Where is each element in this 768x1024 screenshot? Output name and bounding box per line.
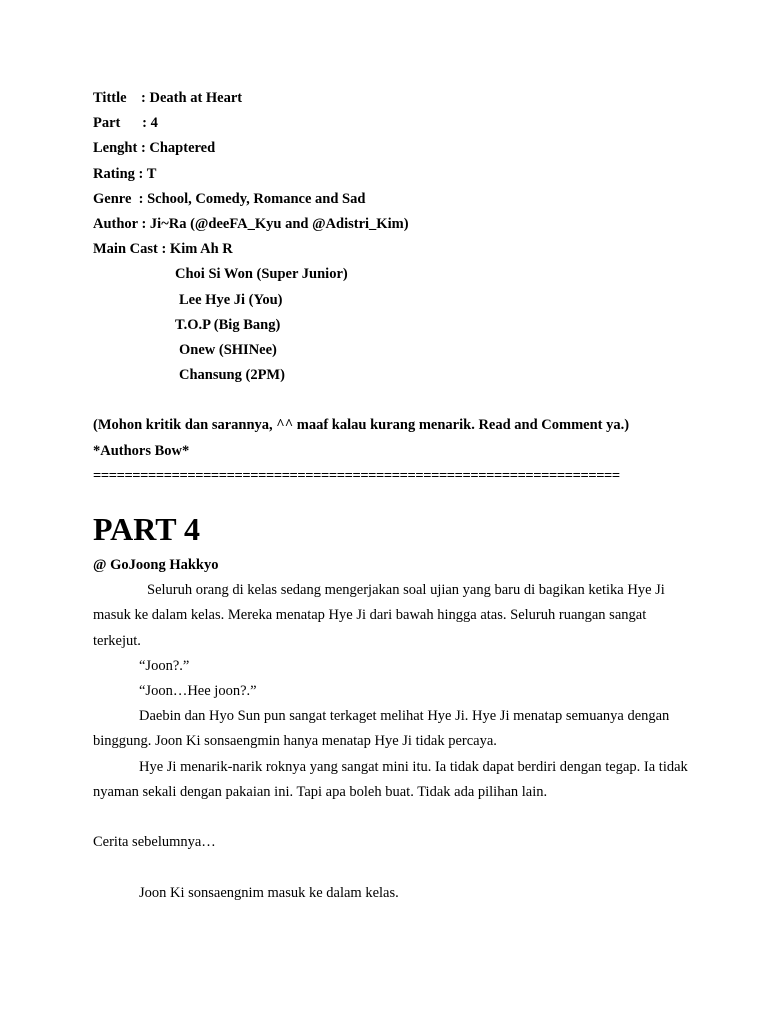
length-line: Lenght : Chaptered xyxy=(93,140,216,157)
spacer xyxy=(93,388,693,413)
main-cast-line: Main Cast : Kim Ah R xyxy=(93,241,233,258)
spacer xyxy=(93,805,693,830)
request-note: (Mohon kritik dan sarannya, ^^ maaf kalau kurang menarik. Read and Comment ya.) xyxy=(93,417,630,434)
story-paragraph-2: Daebin dan Hyo Sun pun sangat terkaget melihat Hye Ji. Hye Ji menatap semuanya dengan binggung. Joon Ki sonsaengmin hanya menatap Hye Ji tidak percaya. xyxy=(93,708,670,750)
cast-member-4: Onew (SHINee) xyxy=(179,341,277,358)
cast-member-5: Chansung (2PM) xyxy=(179,367,285,384)
story-paragraph-3: Hye Ji menarik-narik roknya yang sangat mini itu. Ia tidak dapat berdiri dengan tegap. Ia tidak nyaman sekali dengan pakaian ini. Tapi apa boleh buat. Tidak ada pilihan lain. xyxy=(93,758,688,800)
author-line: Author : Ji~Ra (@deeFA_Kyu and @Adistri_Kim) xyxy=(93,215,409,232)
previous-story-label: Cerita sebelumnya… xyxy=(93,834,216,851)
story-paragraph-4: Joon Ki sonsaengnim masuk ke dalam kelas. xyxy=(139,884,399,901)
scene-location: @ GoJoong Hakkyo xyxy=(93,557,219,574)
document-page xyxy=(93,86,693,906)
authors-bow: *Authors Bow* xyxy=(93,442,190,459)
cast-member-2: Lee Hye Ji (You) xyxy=(179,291,283,308)
genre-line: Genre : School, Comedy, Romance and Sad xyxy=(93,190,366,207)
cast-member-3: T.O.P (Big Bang) xyxy=(175,316,281,333)
title-line: Tittle : Death at Heart xyxy=(93,90,243,106)
separator-rule: =================================================================== xyxy=(93,467,620,484)
dialogue-line-1: “Joon?.” xyxy=(139,657,190,674)
cast-member-1: Choi Si Won (Super Junior) xyxy=(175,266,348,283)
spacer xyxy=(93,855,693,880)
part-line: Part : 4 xyxy=(93,115,158,132)
chapter-heading: PART 4 xyxy=(93,511,201,548)
rating-line: Rating : T xyxy=(93,165,157,182)
story-paragraph-1: Seluruh orang di kelas sedang mengerjakan soal ujian yang baru di bagikan ketika Hye Ji masuk ke dalam kelas. Mereka menatap Hye Ji dari bawah hingga atas. Seluruh ruangan sangat terkejut. xyxy=(93,582,665,649)
dialogue-line-2: “Joon…Hee joon?.” xyxy=(139,683,257,700)
